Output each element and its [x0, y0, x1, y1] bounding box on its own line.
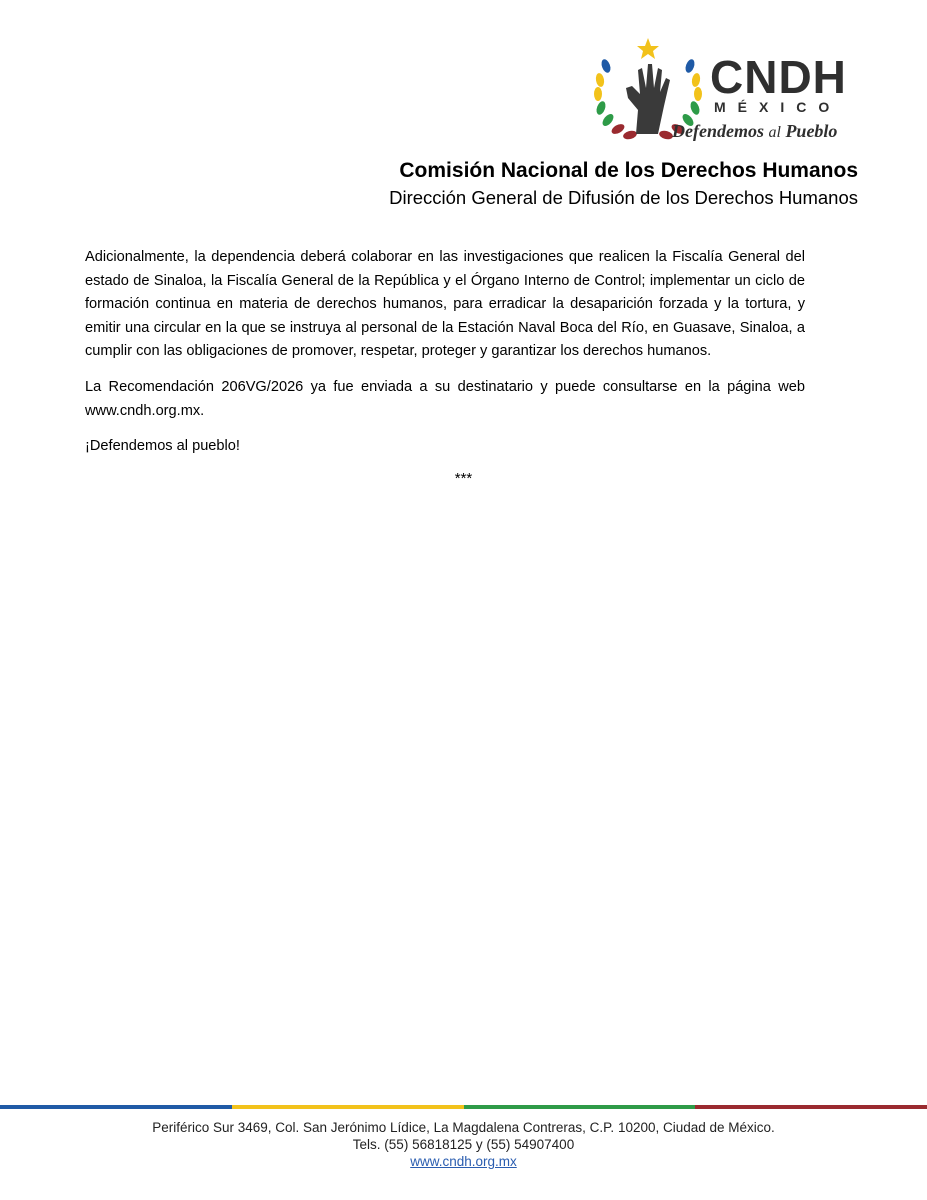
- body-paragraph-1: Adicionalmente, la dependencia deberá colaborar en las investigaciones que realicen la Fiscalía General del estado de Sinaloa, la Fiscalía General de la República y el Órgano Interno de Control; implementar un ciclo de formación continua en materia de derechos humanos, para erradicar la desaparición forzada y la tortura, y emitir una circular en la que se instruya al personal de la Estación Naval Boca del Río, en Guasave, Sinaloa, a cumplir con las obligaciones de promover, respetar, proteger y garantizar los derechos humanos.: [85, 249, 805, 360]
- logo-wordmark: CNDH: [710, 51, 847, 103]
- footer-website-link[interactable]: www.cndh.org.mx: [410, 1154, 517, 1169]
- footer-bar-segment: [232, 1105, 464, 1109]
- footer-phones: Tels. (55) 56818125 y (55) 54907400: [352, 1137, 575, 1152]
- footer-address: Periférico Sur 3469, Col. San Jerónimo Lídice, La Magdalena Contreras, C.P. 10200, Ciudad de México.: [152, 1120, 775, 1135]
- footer-bar-segment: [695, 1105, 927, 1109]
- cndh-logo: [588, 36, 863, 148]
- closing-slogan: ¡Defendemos al pueblo!: [85, 438, 240, 455]
- logo-slogan: Defendemos al Pueblo: [672, 121, 838, 141]
- section-separator: ***: [454, 470, 473, 487]
- footer: [0, 1119, 927, 1170]
- press-release-body: [85, 246, 805, 471]
- organization-subtitle: Dirección General de Difusión de los Derechos Humanos: [389, 187, 858, 208]
- body-paragraph-2: La Recomendación 206VG/2026 ya fue enviada a su destinatario y puede consultarse en la página web www.cndh.org.mx.: [85, 378, 805, 419]
- footer-bar-segment: [0, 1105, 232, 1109]
- organization-title: Comisión Nacional de los Derechos Humanos: [399, 159, 858, 182]
- footer-color-bar: [0, 1105, 927, 1109]
- logo-country: MÉXICO: [714, 99, 842, 115]
- footer-bar-segment: [464, 1105, 696, 1109]
